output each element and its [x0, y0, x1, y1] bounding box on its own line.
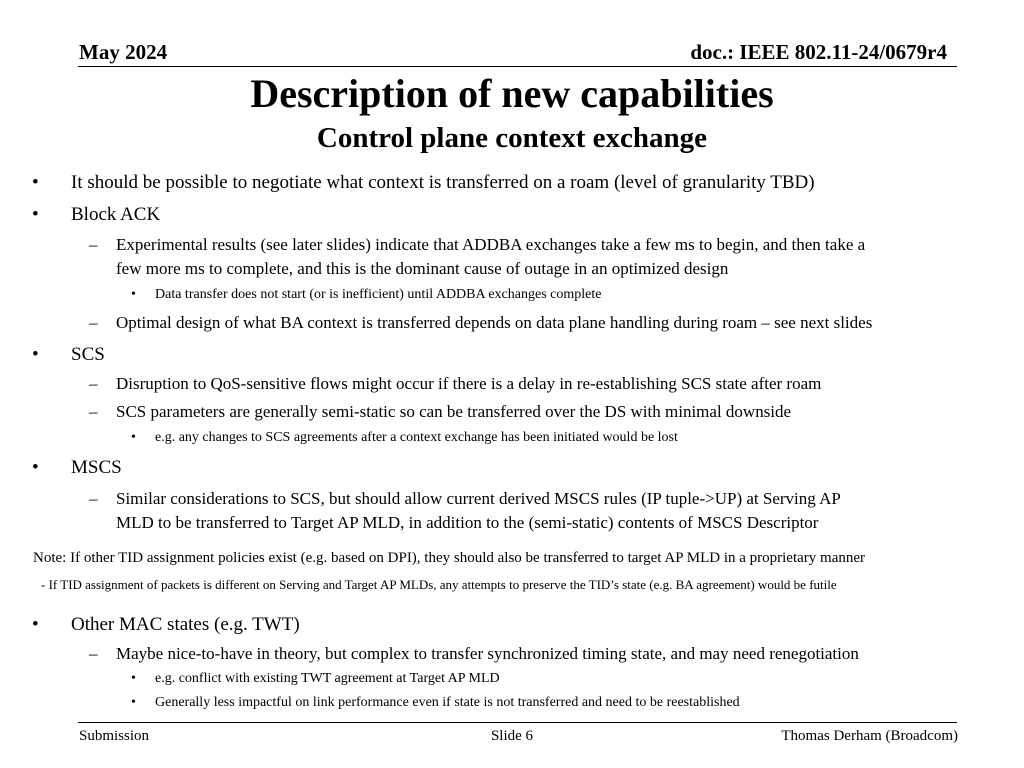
footer-rule — [78, 722, 957, 723]
note-tid-subnote: - If TID assignment of packets is different on Serving and Target AP MLDs, any attempts to preserve the TID’s state (e.g. BA agreement) would be futile — [41, 577, 837, 592]
dash-marker: – — [89, 644, 98, 663]
bullet-marker: • — [131, 287, 136, 302]
dash-marker: – — [89, 402, 98, 421]
dash-marker: – — [89, 235, 98, 254]
bullet-marker: • — [32, 172, 39, 193]
dash-marker: – — [89, 489, 98, 508]
subbullet-scs-disruption: Disruption to QoS-sensitive flows might occur if there is a delay in re-establishing SCS state after roam — [116, 374, 822, 393]
header-doc-id: doc.: IEEE 802.11-24/0679r4 — [690, 40, 947, 64]
subbullet-twt-nice-to-have: Maybe nice-to-have in theory, but complex to transfer synchronized timing state, and may need renegotiation — [116, 644, 859, 663]
subbullet-mscs-line2: MLD to be transferred to Target AP MLD, in addition to the (semi-static) contents of MSCS Descriptor — [116, 513, 819, 532]
bullet-marker: • — [131, 695, 136, 710]
bullet-scs: SCS — [71, 344, 105, 365]
subbullet-mscs-line1: Similar considerations to SCS, but should allow current derived MSCS rules (IP tuple->UP) at Serving AP — [116, 489, 841, 508]
subbullet-scs-parameters: SCS parameters are generally semi-static so can be transferred over the DS with minimal downside — [116, 402, 792, 421]
slide-title: Description of new capabilities — [250, 71, 774, 116]
subsubbullet-twt-conflict: e.g. conflict with existing TWT agreement at Target AP MLD — [155, 671, 500, 686]
footer-slide-number: Slide 6 — [490, 728, 534, 744]
footer-submission: Submission — [79, 728, 150, 744]
subbullet-ba-context: Optimal design of what BA context is transferred depends on data plane handling during roam – see next slides — [116, 313, 873, 332]
bullet-marker: • — [131, 430, 136, 445]
subbullet-addba-line2: few more ms to complete, and this is the dominant cause of outage in an optimized design — [116, 259, 729, 278]
subbullet-addba-line1: Experimental results (see later slides) indicate that ADDBA exchanges take a few ms to begin, and then take a — [116, 235, 866, 254]
bullet-marker: • — [32, 614, 39, 635]
bullet-marker: • — [32, 457, 39, 478]
bullet-other-mac-states: Other MAC states (e.g. TWT) — [71, 614, 300, 635]
header-date: May 2024 — [79, 40, 168, 64]
bullet-negotiate-context: It should be possible to negotiate what context is transferred on a roam (level of granularity TBD) — [71, 172, 815, 193]
header-rule — [78, 66, 957, 67]
bullet-block-ack: Block ACK — [71, 204, 161, 225]
note-tid-assignment: Note: If other TID assignment policies exist (e.g. based on DPI), they should also be transferred to target AP MLD in a proprietary manner — [33, 550, 866, 566]
bullet-marker: • — [131, 671, 136, 686]
subsubbullet-data-transfer: Data transfer does not start (or is inefficient) until ADDBA exchanges complete — [155, 287, 602, 302]
slide-subtitle: Control plane context exchange — [316, 122, 708, 154]
bullet-marker: • — [32, 204, 39, 225]
bullet-mscs: MSCS — [71, 457, 122, 478]
subsubbullet-scs-changes: e.g. any changes to SCS agreements after a context exchange has been initiated would be lost — [155, 430, 678, 445]
subsubbullet-less-impactful: Generally less impactful on link performance even if state is not transferred and need to be reestablished — [155, 695, 740, 710]
footer-author: Thomas Derham (Broadcom) — [781, 728, 958, 744]
bullet-marker: • — [32, 344, 39, 365]
dash-marker: – — [89, 374, 98, 393]
dash-marker: – — [89, 313, 98, 332]
